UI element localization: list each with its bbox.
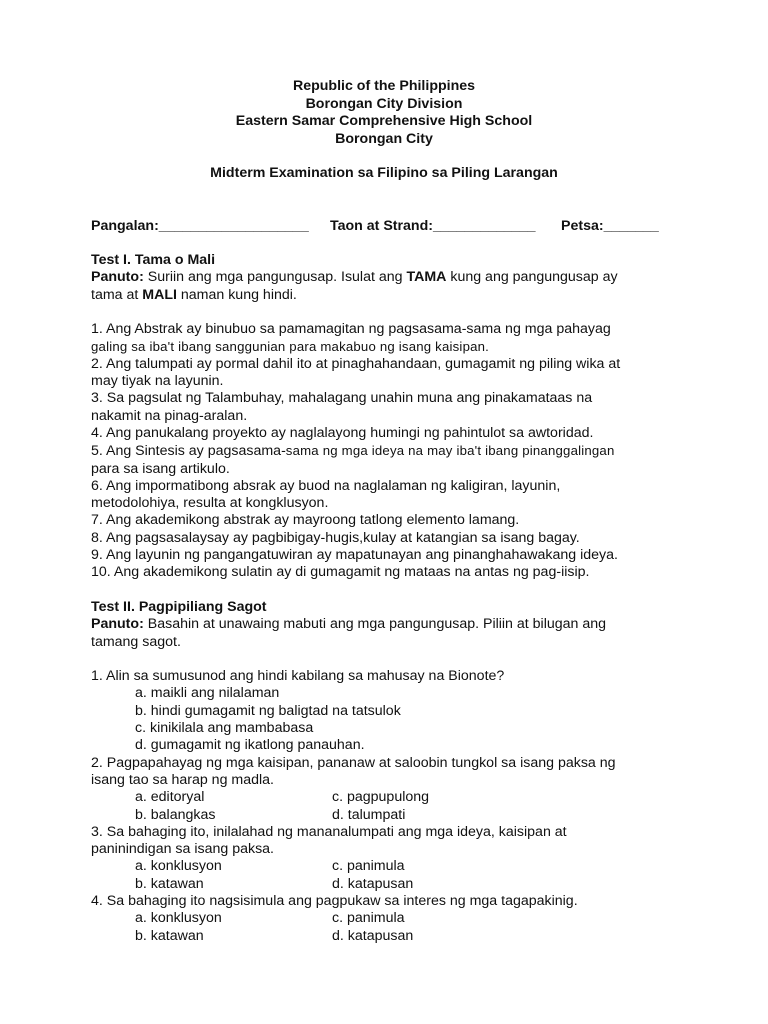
test2-instr-label: Panuto: [91,616,144,633]
header-school: Eastern Samar Comprehensive High School [235,113,533,129]
test1-instr-text-b: kung ang pangungusap ay [446,269,618,286]
exam-body [91,252,691,945]
test1-item-8: 8. Ang pagsasalaysay ay pagbibigay-hugis,kulay at katangian sa isang bagay. [91,529,580,546]
test1-instr-label: Panuto: [91,269,144,286]
q4-options-row-2 [91,928,691,945]
q4-options-row-1 [91,910,691,927]
test1-item-9: 9. Ang layunin ng pangangatuwiran ay mapatunayan ang pinanghahawakang ideya. [91,547,618,564]
test1-item-6: 6. Ang impormatibong absrak ay buod na naglalaman ng kaligiran, layunin, [91,477,561,494]
q4-option-a: a. konklusyon [135,910,222,927]
q3-options-row-1 [91,858,691,875]
q2-options-row-2 [91,807,691,824]
test1-item-3-cont: nakamit na pinag-aralan. [91,407,248,424]
tama-keyword: TAMA [406,269,447,286]
test1-item-3: 3. Sa pagsulat ng Talambuhay, mahalagang unahin muna ang pinakamataas na [91,390,593,407]
test2-title: Test II. Pagpipiliang Sagot [91,598,267,615]
test1-item-10: 10. Ang akademikong sulatin ay di gumagamit ng mataas na antas ng pag-iisip. [91,564,590,581]
q3-options-row-2 [91,876,691,893]
header-republic: Republic of the Philippines [292,78,476,94]
test2-instructions-line2: tamang sagot. [91,633,181,650]
q2-question: 2. Pagpapahayag ng mga kaisipan, pananaw at saloobin tungkol sa isang paksa ng [91,754,616,771]
test1-item-5-cont: para sa isang artikulo. [91,460,230,477]
exam-title: Midterm Examination sa Filipino sa Piling Larangan [210,165,558,181]
q4-question: 4. Sa bahaging ito nagsisimula ang pagpukaw sa interes ng mga tagapakinig. [91,892,578,909]
q3-option-d: d. katapusan [332,875,414,892]
year-strand-field: Taon at Strand:_____________ [330,218,536,234]
q2-option-a: a. editoryal [135,789,205,806]
school-header [0,78,768,148]
date-field: Petsa:_______ [561,218,659,234]
test1-item-5 [91,442,691,460]
test1-item-7: 7. Ang akademikong abstrak ay mayroong tatlong elemento lamang. [91,512,520,529]
test1-item-4: 4. Ang panukalang proyekto ay naglalayong humingi ng pahintulot sa awtoridad. [91,424,594,441]
q3-option-b: b. katawan [135,875,204,892]
test1-title: Test I. Tama o Mali [91,252,216,268]
q4-option-b: b. katawan [135,927,204,944]
header-city: Borongan City [335,130,433,147]
q3-question: 3. Sa bahaging ito, inilalahad ng mananalumpati ang mga ideya, kaisipan at [91,823,567,840]
q4-option-c: c. panimula [332,910,405,927]
q1-option-d: d. gumagamit ng ikatlong panauhan. [135,737,365,754]
test1-instr-text-c: tama at [91,286,143,303]
test1-instructions-line1 [91,269,691,286]
test1-instr-text-d: naman kung hindi. [176,286,297,303]
q2-option-d: d. talumpati [332,806,406,823]
test1-instructions-line2 [91,287,691,304]
test1-item-1-cont: galing sa iba't ibang sanggunian para makabuo ng isang kaisipan. [91,339,490,355]
test1-item-6-cont: metodolohiya, resulta at kongklusyon. [91,495,329,512]
q4-option-d: d. katapusan [332,927,414,944]
test2-instructions-line1 [91,616,691,633]
q3-option-a: a. konklusyon [135,858,222,875]
q2-options-row-1 [91,789,691,806]
q3-question-cont: paninindigan sa isang paksa. [91,841,274,858]
header-division: Borongan City Division [305,95,463,112]
q1-option-b: b. hindi gumagamit ng baligtad na tatsulok [135,702,401,719]
test1-instr-text-a: Suriin ang mga pangungusap. Isulat ang [143,269,407,286]
q3-option-c: c. panimula [332,858,405,875]
test2-instr-text-a: Basahin at unawaing mabuti ang mga pangungusap. Piliin at bilugan ang [143,616,607,633]
name-field: Pangalan:___________________ [91,218,309,234]
test1-item-1: 1. Ang Abstrak ay binubuo sa pamamagitan ng pagsasama-sama ng mga pahayag [91,321,611,338]
test1-item-2: 2. Ang talumpati ay pormal dahil ito at pinaghahandaan, gumagamit ng piling wika at [91,355,621,372]
q2-question-cont: isang tao sa harap ng madla. [91,771,274,788]
q1-option-c: c. kinikilala ang mambabasa [135,720,314,737]
test1-item-5-b: sama ng mga ideya na may iba't ibang pinanggalingan [285,443,615,459]
test1-item-2-cont: may tiyak na layunin. [91,373,224,390]
q2-option-c: c. pagpupulong [332,789,430,806]
q1-option-a: a. maikli ang nilalaman [135,685,280,702]
test1-item-5-a: 5. Ang Sintesis ay pagsasama- [91,443,286,460]
mali-keyword: MALI [142,286,177,303]
q2-option-b: b. balangkas [135,806,216,823]
q1-question: 1. Alin sa sumusunod ang hindi kabilang sa mahusay na Bionote? [91,668,505,685]
